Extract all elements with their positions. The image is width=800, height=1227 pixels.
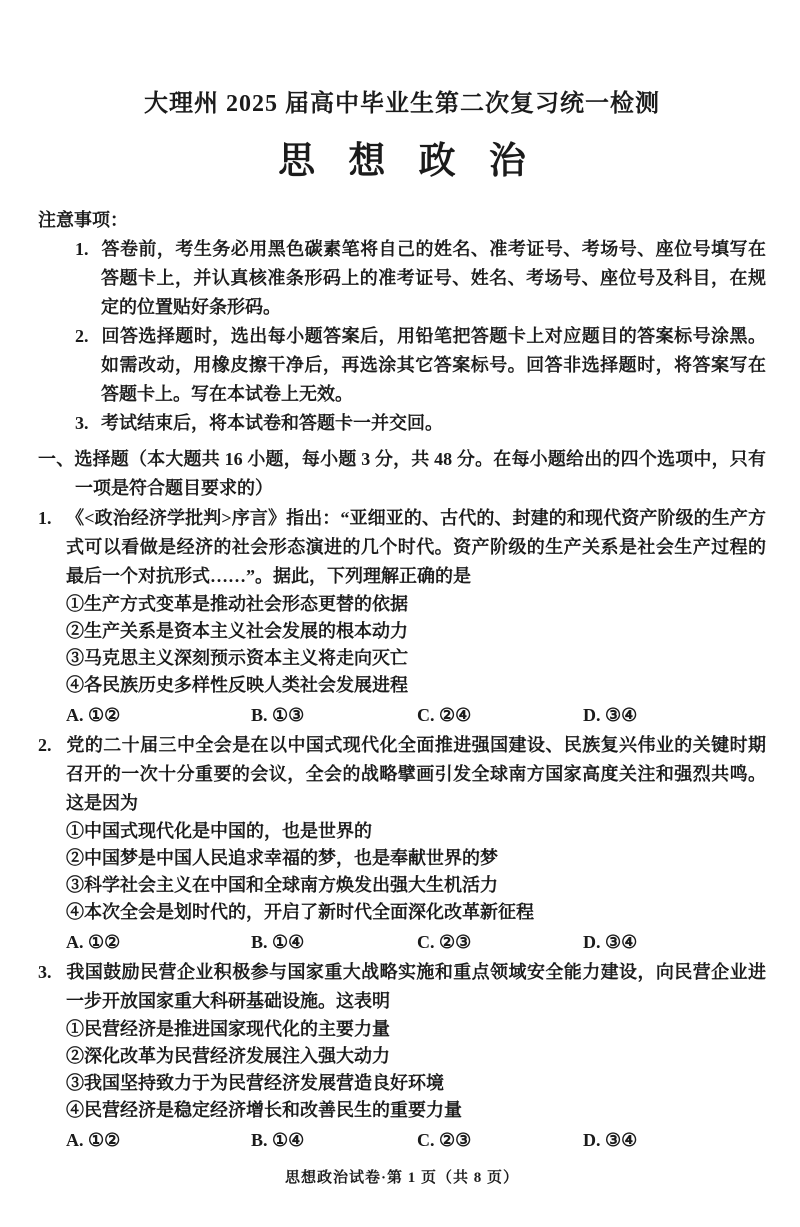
option-line: ④各民族历史多样性反映人类社会发展进程 <box>66 675 408 695</box>
answer-choice-a: A. ①② <box>66 932 121 952</box>
question-stem: 党的二十届三中全会是在以中国式现代化全面推进强国建设、民族复兴伟业的关键时期召开的一次十分重要的会议，全会的战略擘画引发全球南方国家高度关注和强烈共鸣。这是因为 <box>66 735 766 813</box>
note-text: 答卷前，考生务必用黑色碳素笔将自己的姓名、准考证号、考场号、座位号填写在答题卡上，并认真核准条形码上的准考证号、姓名、考场号、座位号及科目，在规定的位置贴好条形码。 <box>101 239 766 317</box>
answer-choices <box>66 1126 766 1155</box>
subject-title: 思 想 政 治 <box>278 141 538 182</box>
answer-choice-c: C. ②③ <box>417 1130 472 1150</box>
answer-choice-d: D. ③④ <box>583 932 638 952</box>
note-text: 回答选择题时，选出每小题答案后，用铅笔把答题卡上对应题目的答案标号涂黑。如需改动，用橡皮擦干净后，再选涂其它答案标号。回答非选择题时，将答案写在答题卡上。写在本试卷上无效。 <box>101 326 766 404</box>
notes-section <box>38 206 766 438</box>
option-line: ①生产方式变革是推动社会形态更替的依据 <box>66 594 408 614</box>
note-number: 3. <box>75 413 89 433</box>
option-line: ④民营经济是稳定经济增长和改善民生的重要力量 <box>66 1100 462 1120</box>
option-line: ①中国式现代化是中国的，也是世界的 <box>66 821 372 841</box>
question-2 <box>38 731 766 957</box>
question-stem: 我国鼓励民营企业积极参与国家重大战略实施和重点领域安全能力建设，向民营企业进一步开放国家重大科研基础设施。这表明 <box>66 962 766 1011</box>
answer-choices <box>66 701 766 730</box>
question-3 <box>38 958 766 1155</box>
question-stem: 《<政治经济学批判>序言》指出：“亚细亚的、古代的、封建的和现代资产阶级的生产方式可以看做是经济的社会形态演进的几个时代。资产阶级的生产关系是社会生产过程的最后一个对抗形式……”。据此，下列理解正确的是 <box>66 508 766 586</box>
question-stem-row <box>38 504 766 591</box>
note-number: 2. <box>75 326 89 346</box>
question-number: 2. <box>38 735 52 755</box>
option-line: ③马克思主义深刻预示资本主义将走向灭亡 <box>66 648 408 668</box>
option-line: ③我国坚持致力于为民营经济发展营造良好环境 <box>66 1073 444 1093</box>
answer-choice-b: B. ①④ <box>251 1130 305 1150</box>
answer-choice-b: B. ①③ <box>251 705 305 725</box>
question-stem-row <box>38 731 766 818</box>
answer-choices <box>66 928 766 957</box>
page-footer: 思想政治试卷·第 1 页（共 8 页） <box>284 1170 519 1186</box>
note-item-3 <box>75 409 766 438</box>
question-number: 1. <box>38 508 52 528</box>
question-stem-row <box>38 958 766 1016</box>
note-item-1 <box>75 235 766 322</box>
note-item-2 <box>75 322 766 409</box>
option-line: ①民营经济是推进国家现代化的主要力量 <box>66 1019 390 1039</box>
question-1 <box>38 504 766 730</box>
section-header: 一、选择题（本大题共 16 小题，每小题 3 分，共 48 分。在每小题给出的四个选项中，只有一项是符合题目要求的） <box>38 449 766 498</box>
note-number: 1. <box>75 239 89 259</box>
notes-header: 注意事项： <box>38 210 128 230</box>
question-number: 3. <box>38 962 52 982</box>
exam-title: 大理州 2025 届高中毕业生第二次复习统一检测 <box>144 91 660 117</box>
answer-choice-d: D. ③④ <box>583 1130 638 1150</box>
answer-choice-a: A. ①② <box>66 705 121 725</box>
option-line: ③科学社会主义在中国和全球南方焕发出强大生机活力 <box>66 875 498 895</box>
answer-choice-a: A. ①② <box>66 1130 121 1150</box>
note-text: 考试结束后，将本试卷和答题卡一并交回。 <box>101 413 443 433</box>
option-line: ②深化改革为民营经济发展注入强大动力 <box>66 1046 390 1066</box>
option-line: ②生产关系是资本主义社会发展的根本动力 <box>66 621 408 641</box>
answer-choice-b: B. ①④ <box>251 932 305 952</box>
answer-choice-c: C. ②③ <box>417 932 472 952</box>
answer-choice-d: D. ③④ <box>583 705 638 725</box>
answer-choice-c: C. ②④ <box>417 705 472 725</box>
option-line: ②中国梦是中国人民追求幸福的梦，也是奉献世界的梦 <box>66 848 498 868</box>
option-line: ④本次全会是划时代的，开启了新时代全面深化改革新征程 <box>66 902 534 922</box>
